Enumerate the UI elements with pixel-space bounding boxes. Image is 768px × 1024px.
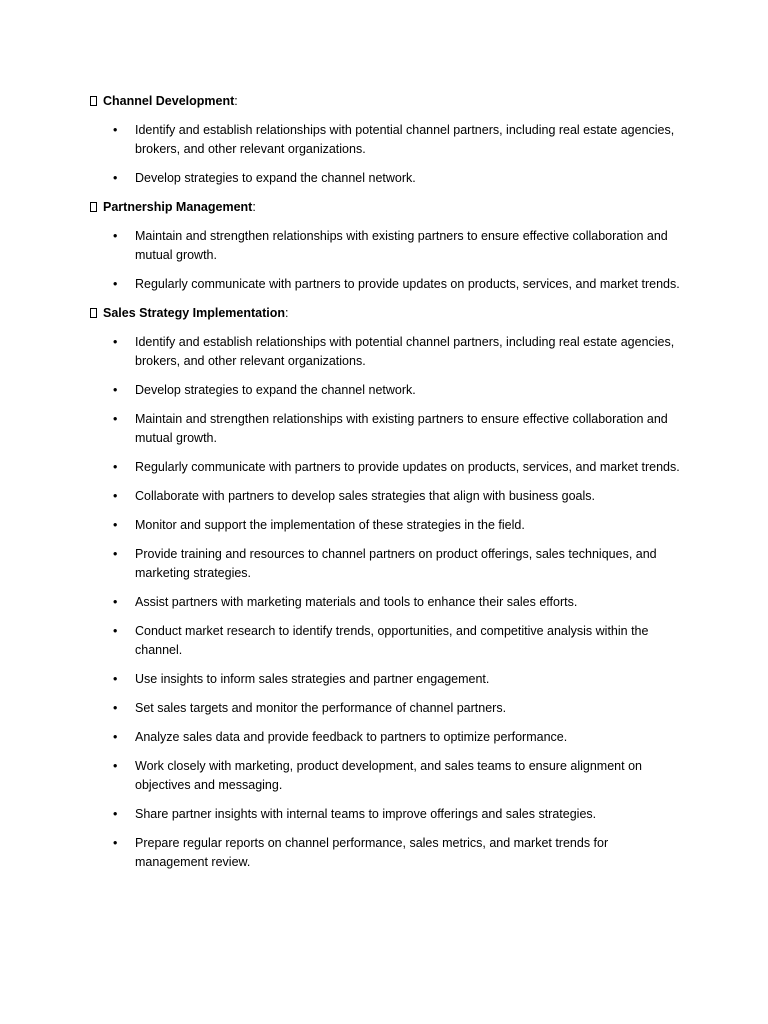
- list-item: [90, 121, 680, 159]
- bullet-icon: •: [113, 518, 118, 532]
- list-item-text: Regularly communicate with partners to provide updates on products, services, and market trends.: [135, 460, 680, 474]
- bullet-icon: •: [113, 229, 118, 243]
- bullet-icon: •: [113, 460, 118, 474]
- list-item: [90, 593, 680, 612]
- list-item-text: Assist partners with marketing materials and tools to enhance their sales efforts.: [135, 595, 578, 609]
- bullet-icon: •: [113, 335, 118, 349]
- list-item-text: Provide training and resources to channel partners on product offerings, sales techniques, and marketing strategies.: [135, 547, 657, 580]
- list-item: [90, 487, 680, 506]
- list-item-text: Prepare regular reports on channel performance, sales metrics, and market trends for management review.: [135, 836, 609, 869]
- bullet-list: [90, 333, 680, 872]
- list-item: [90, 458, 680, 477]
- list-item: [90, 622, 680, 660]
- list-item-text: Identify and establish relationships with potential channel partners, including real estate agencies, brokers, and other relevant organizations.: [135, 123, 675, 156]
- bullet-icon: •: [113, 547, 118, 561]
- list-item: [90, 275, 680, 294]
- bullet-icon: •: [113, 836, 118, 850]
- bullet-icon: •: [113, 595, 118, 609]
- section-title: Partnership Management: [103, 200, 253, 214]
- list-item: [90, 805, 680, 824]
- bullet-icon: •: [113, 672, 118, 686]
- list-item: [90, 670, 680, 689]
- bullet-icon: •: [113, 171, 118, 185]
- bullet-icon: •: [113, 624, 118, 638]
- list-item-text: Regularly communicate with partners to provide updates on products, services, and market trends.: [135, 277, 680, 291]
- section-heading: [90, 92, 680, 111]
- list-item: [90, 410, 680, 448]
- list-item: [90, 169, 680, 188]
- list-item-text: Develop strategies to expand the channel network.: [135, 171, 416, 185]
- list-item: [90, 545, 680, 583]
- list-item: [90, 699, 680, 718]
- list-item-text: Maintain and strengthen relationships with existing partners to ensure effective collaboration and mutual growth.: [135, 229, 668, 262]
- section-partnership-management: [90, 198, 680, 294]
- bullet-list: [90, 227, 680, 294]
- list-item-text: Identify and establish relationships with potential channel partners, including real estate agencies, brokers, and other relevant organizations.: [135, 335, 675, 368]
- list-item-text: Share partner insights with internal teams to improve offerings and sales strategies.: [135, 807, 597, 821]
- document-body: [90, 92, 680, 882]
- list-item-text: Work closely with marketing, product development, and sales teams to ensure alignment on objectives and messaging.: [135, 759, 642, 792]
- section-title-colon: :: [234, 94, 238, 108]
- list-item: [90, 834, 680, 872]
- list-item-text: Set sales targets and monitor the performance of channel partners.: [135, 701, 507, 715]
- bullet-icon: •: [113, 759, 118, 773]
- missing-glyph-box-icon: [90, 96, 97, 106]
- list-item-text: Develop strategies to expand the channel network.: [135, 383, 416, 397]
- section-heading: [90, 198, 680, 217]
- bullet-icon: •: [113, 123, 118, 137]
- section-sales-strategy-implementation: [90, 304, 680, 872]
- list-item-text: Maintain and strengthen relationships with existing partners to ensure effective collaboration and mutual growth.: [135, 412, 668, 445]
- bullet-icon: •: [113, 412, 118, 426]
- section-title: Sales Strategy Implementation: [103, 306, 286, 320]
- bullet-icon: •: [113, 730, 118, 744]
- list-item-text: Analyze sales data and provide feedback to partners to optimize performance.: [135, 730, 568, 744]
- list-item-text: Monitor and support the implementation of these strategies in the field.: [135, 518, 525, 532]
- section-heading: [90, 304, 680, 323]
- section-title: Channel Development: [103, 94, 235, 108]
- section-title-colon: :: [285, 306, 289, 320]
- list-item-text: Use insights to inform sales strategies and partner engagement.: [135, 672, 490, 686]
- section-title-colon: :: [252, 200, 256, 214]
- bullet-icon: •: [113, 277, 118, 291]
- list-item: [90, 381, 680, 400]
- bullet-icon: •: [113, 701, 118, 715]
- bullet-icon: •: [113, 807, 118, 821]
- list-item: [90, 227, 680, 265]
- bullet-icon: •: [113, 489, 118, 503]
- list-item-text: Conduct market research to identify trends, opportunities, and competitive analysis within the channel.: [135, 624, 649, 657]
- missing-glyph-box-icon: [90, 308, 97, 318]
- list-item-text: Collaborate with partners to develop sales strategies that align with business goals.: [135, 489, 595, 503]
- bullet-list: [90, 121, 680, 188]
- section-channel-development: [90, 92, 680, 188]
- missing-glyph-box-icon: [90, 202, 97, 212]
- list-item: [90, 516, 680, 535]
- bullet-icon: •: [113, 383, 118, 397]
- list-item: [90, 728, 680, 747]
- list-item: [90, 333, 680, 371]
- list-item: [90, 757, 680, 795]
